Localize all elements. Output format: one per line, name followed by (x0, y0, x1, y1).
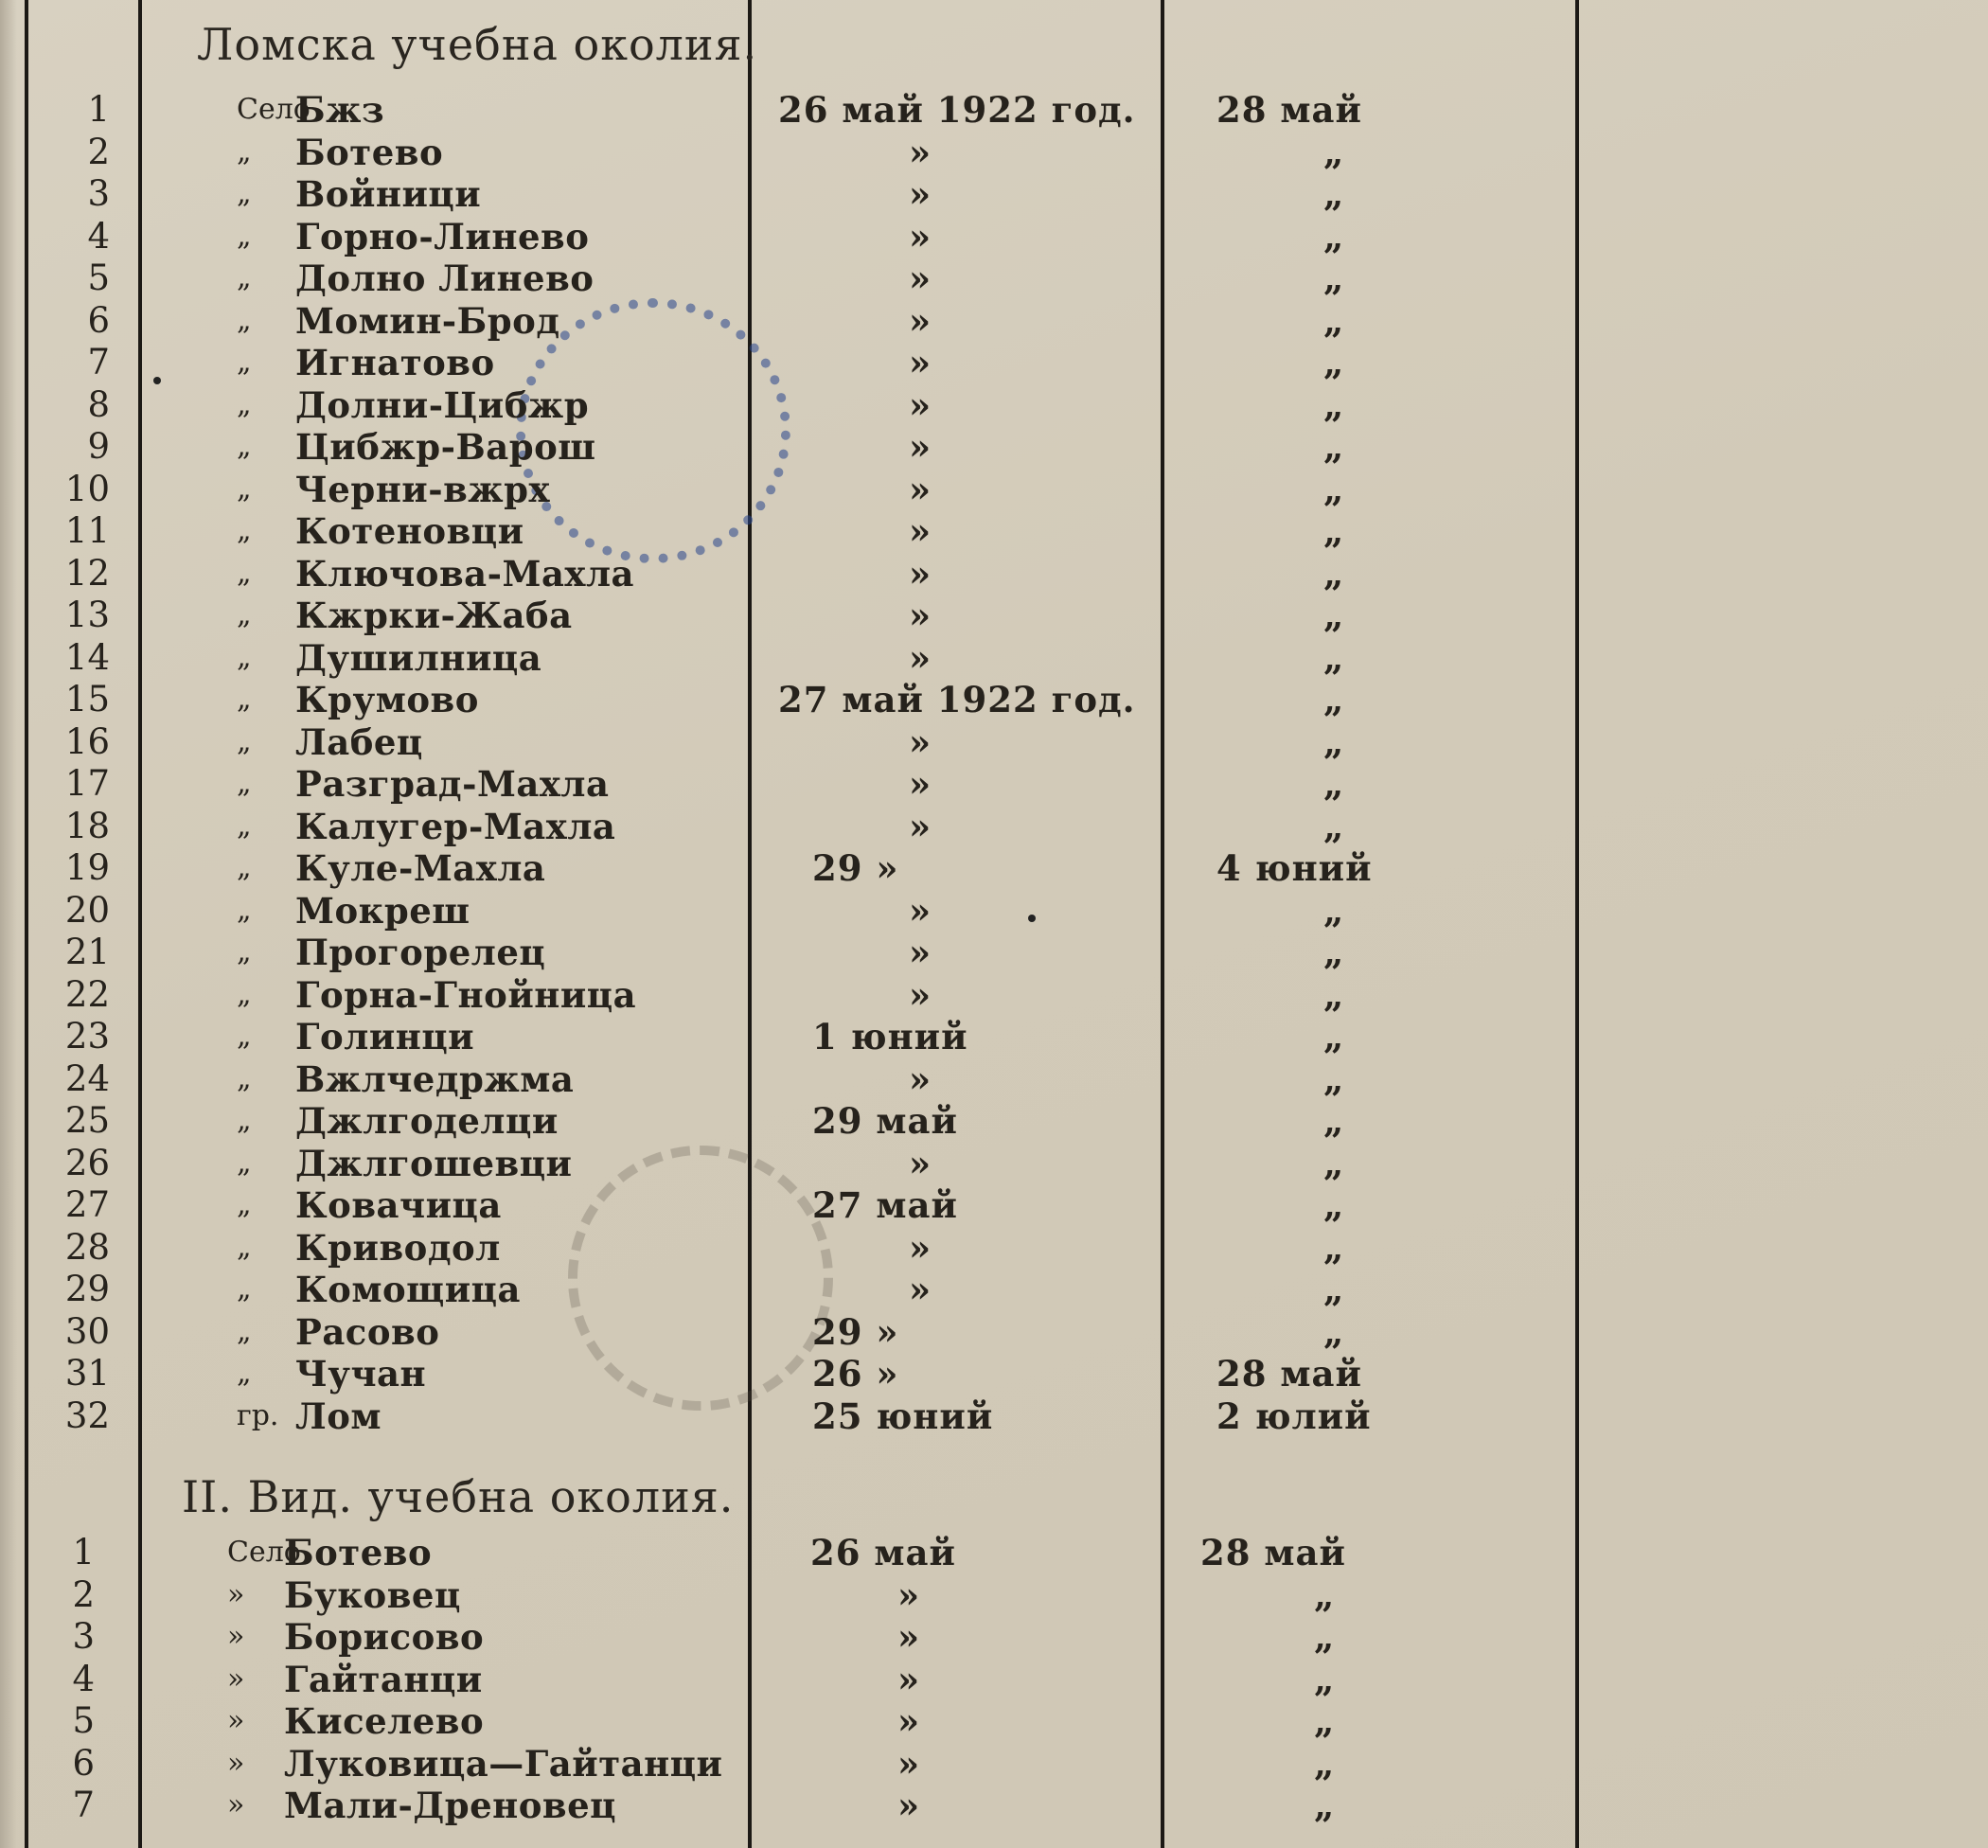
row-number: 18 (64, 805, 110, 846)
village-name: Борисово (284, 1616, 485, 1658)
row-number: 25 (64, 1100, 110, 1141)
end-date: „ (1323, 763, 1345, 805)
village-name: Чучан (295, 1353, 427, 1395)
place-type-mark: „ (237, 683, 252, 716)
row-number: 10 (64, 468, 110, 509)
village-name: Комощица (295, 1269, 521, 1310)
end-date: „ (1314, 1785, 1336, 1826)
row-number: 12 (64, 552, 110, 594)
place-type-mark: „ (237, 177, 252, 210)
start-date: » (909, 215, 932, 258)
end-date: „ (1323, 1100, 1345, 1142)
ink-speck (1028, 915, 1036, 922)
end-date: „ (1314, 1742, 1336, 1785)
section-heading-vid: II. Вид. учебна околия. (182, 1471, 735, 1522)
place-type-mark: „ (237, 808, 252, 843)
start-date: » (909, 552, 932, 595)
place-type-mark: » (227, 1577, 245, 1611)
end-date: „ (1323, 1226, 1345, 1269)
start-date: 26 май 1922 год. (778, 89, 1136, 131)
start-date: » (909, 173, 932, 215)
place-type-mark: „ (237, 261, 252, 294)
place-type-mark: Село (237, 93, 311, 126)
start-date: 26 май (810, 1532, 956, 1573)
place-type-mark: „ (237, 767, 252, 800)
village-name: Войници (295, 173, 482, 215)
end-date: 4 юний (1216, 847, 1373, 889)
row-number: 29 (64, 1269, 110, 1309)
end-date: „ (1323, 1016, 1345, 1057)
row-number: 17 (64, 763, 110, 804)
place-type-mark: „ (237, 134, 252, 169)
start-date: » (897, 1616, 921, 1658)
village-name: Луковица—Гайтанци (284, 1742, 723, 1785)
row-number: 22 (64, 973, 110, 1015)
village-name: Джлгоделци (295, 1100, 559, 1142)
start-date: 27 май (812, 1184, 958, 1226)
end-date: „ (1314, 1573, 1336, 1616)
place-type-mark: „ (237, 1357, 252, 1390)
place-type-mark: „ (237, 1314, 252, 1348)
start-date: » (909, 595, 932, 636)
end-date: „ (1314, 1700, 1336, 1742)
end-date: „ (1323, 258, 1345, 299)
end-date: „ (1323, 510, 1345, 552)
start-date: » (909, 1057, 932, 1100)
row-number: 2 (72, 1573, 95, 1615)
place-type-mark: „ (237, 851, 252, 884)
start-date: » (909, 720, 932, 763)
place-type-mark: гр. (237, 1398, 279, 1432)
start-date: » (909, 805, 932, 847)
place-type-mark: „ (237, 346, 252, 379)
village-name: Крумово (295, 679, 479, 720)
village-name: Куле-Махла (295, 847, 546, 889)
start-date: » (909, 636, 932, 679)
village-name: Ключова-Махла (295, 552, 635, 595)
start-date: » (909, 131, 932, 173)
place-type-mark: „ (237, 598, 252, 631)
row-number: 31 (64, 1353, 110, 1394)
end-date: „ (1323, 1057, 1345, 1100)
place-type-mark: „ (237, 387, 252, 421)
village-name: Гайтанци (284, 1658, 483, 1700)
row-number: 7 (87, 342, 110, 382)
row-number: 5 (72, 1700, 95, 1741)
village-name: Буковец (284, 1573, 461, 1616)
row-number: 7 (72, 1785, 95, 1825)
start-date: » (897, 1785, 921, 1826)
place-type-mark: „ (237, 303, 252, 337)
start-date: » (909, 468, 932, 510)
row-number: 26 (64, 1142, 110, 1183)
village-name: Мокреш (295, 889, 470, 932)
village-name: Ботево (295, 131, 444, 173)
row-number: 13 (64, 595, 110, 635)
column-rule-village (748, 0, 752, 1848)
start-date: » (897, 1700, 921, 1742)
place-type-mark: Село (227, 1536, 301, 1569)
village-name: Прогорелец (295, 932, 546, 973)
end-date: „ (1323, 1184, 1345, 1226)
place-type-mark: „ (237, 1104, 252, 1137)
row-number: 3 (72, 1616, 95, 1657)
start-date: » (909, 932, 932, 973)
village-name: Разград-Махла (295, 763, 610, 805)
start-date: 1 юний (812, 1016, 968, 1057)
column-rule-date-start (1161, 0, 1164, 1848)
village-name: Голинци (295, 1016, 475, 1057)
row-number: 16 (64, 720, 110, 762)
place-type-mark: „ (237, 1020, 252, 1053)
village-name: Ботево (284, 1532, 433, 1573)
row-number: 19 (64, 847, 110, 888)
place-type-mark: „ (237, 893, 252, 927)
place-type-mark: „ (237, 1188, 252, 1221)
end-date: „ (1323, 173, 1345, 215)
start-date: » (909, 1226, 932, 1269)
start-date: » (897, 1742, 921, 1785)
end-date: „ (1323, 552, 1345, 595)
place-type-mark: » (227, 1620, 245, 1653)
start-date: 25 юний (812, 1395, 994, 1437)
row-number: 4 (72, 1658, 95, 1699)
start-date: » (909, 1269, 932, 1310)
paper-edge-shadow (0, 0, 17, 1848)
row-number: 4 (87, 215, 110, 257)
start-date: » (909, 510, 932, 552)
row-number: 14 (64, 636, 110, 678)
village-name: Долно Линево (295, 258, 595, 299)
start-date: » (909, 383, 932, 426)
start-date: » (897, 1658, 921, 1700)
start-date: 29 » (812, 1310, 899, 1353)
end-date: „ (1323, 932, 1345, 973)
ink-speck (153, 377, 161, 384)
village-name: Кжрки-Жаба (295, 595, 573, 636)
end-date: „ (1323, 1142, 1345, 1184)
place-type-mark: „ (237, 471, 252, 506)
place-type-mark: „ (237, 514, 252, 547)
row-number: 15 (64, 679, 110, 720)
end-date: „ (1323, 595, 1345, 636)
row-number: 20 (64, 889, 110, 931)
village-name: Игнатово (295, 342, 495, 383)
end-date: „ (1323, 679, 1345, 720)
start-date: 27 май 1922 год. (778, 679, 1136, 720)
village-name: Долни-Цибжр (295, 383, 590, 426)
row-number: 21 (64, 932, 110, 972)
column-rule-date-end (1575, 0, 1579, 1848)
place-type-mark: „ (237, 935, 252, 968)
start-date: » (909, 342, 932, 383)
village-name: Момин-Брод (295, 299, 560, 342)
end-date: „ (1323, 720, 1345, 763)
start-date: 29 май (812, 1100, 958, 1142)
village-name: Горно-Линево (295, 215, 590, 258)
place-type-mark: „ (237, 640, 252, 674)
place-type-mark: „ (237, 556, 252, 590)
village-name: Джлгошевци (295, 1142, 573, 1184)
place-type-mark: „ (237, 1230, 252, 1264)
end-date: „ (1314, 1658, 1336, 1700)
end-date: „ (1323, 1310, 1345, 1353)
place-type-mark: „ (237, 724, 252, 758)
row-number: 3 (87, 173, 110, 214)
village-name: Калугер-Махла (295, 805, 616, 847)
row-number: 5 (87, 258, 110, 298)
end-date: 28 май (1200, 1532, 1346, 1573)
village-name: Криводол (295, 1226, 501, 1269)
place-type-mark: „ (237, 1146, 252, 1180)
faded-stamp (568, 1146, 833, 1411)
row-number: 11 (64, 510, 110, 551)
end-date: 2 юлий (1216, 1395, 1372, 1437)
place-type-mark: » (227, 1746, 245, 1780)
row-number: 8 (87, 383, 110, 425)
row-number: 2 (87, 131, 110, 172)
end-date: „ (1323, 131, 1345, 173)
section-heading-lom: Ломска учебна околия. (197, 19, 758, 70)
row-number: 24 (64, 1057, 110, 1099)
place-type-mark: „ (237, 219, 252, 253)
place-type-mark: » (227, 1661, 245, 1696)
start-date: 26 » (812, 1353, 899, 1395)
place-type-mark: „ (237, 1061, 252, 1095)
end-date: „ (1323, 805, 1345, 847)
village-name: Черни-вжрх (295, 468, 551, 510)
end-date: 28 май (1216, 89, 1362, 131)
start-date: » (909, 889, 932, 932)
row-number: 6 (72, 1742, 95, 1784)
row-number: 9 (87, 426, 110, 467)
end-date: „ (1323, 426, 1345, 468)
village-name: Киселево (284, 1700, 485, 1742)
start-date: » (909, 973, 932, 1016)
end-date: „ (1323, 889, 1345, 932)
end-date: „ (1323, 299, 1345, 342)
village-name: Котеновци (295, 510, 524, 552)
row-number: 1 (72, 1532, 95, 1573)
row-number: 6 (87, 299, 110, 341)
start-date: » (909, 258, 932, 299)
start-date: » (909, 763, 932, 805)
village-name: Расово (295, 1310, 440, 1353)
start-date: » (909, 426, 932, 468)
end-date: „ (1323, 383, 1345, 426)
column-rule-number (138, 0, 142, 1848)
end-date: „ (1314, 1616, 1336, 1658)
row-number: 23 (64, 1016, 110, 1057)
place-type-mark: „ (237, 977, 252, 1011)
end-date: „ (1323, 1269, 1345, 1310)
start-date: » (909, 299, 932, 342)
end-date: „ (1323, 973, 1345, 1016)
row-number: 30 (64, 1310, 110, 1352)
place-type-mark: „ (237, 1272, 252, 1306)
village-name: Цибжр-Варош (295, 426, 596, 468)
column-rule-left (25, 0, 28, 1848)
end-date: „ (1323, 342, 1345, 383)
start-date: » (897, 1573, 921, 1616)
row-number: 28 (64, 1226, 110, 1268)
village-name: Вжлчедржма (295, 1057, 575, 1100)
start-date: » (909, 1142, 932, 1184)
village-name: Мали-Дреновец (284, 1785, 616, 1826)
village-name: Ковачица (295, 1184, 502, 1226)
row-number: 1 (87, 89, 110, 130)
place-type-mark: „ (237, 430, 252, 463)
end-date: „ (1323, 468, 1345, 510)
end-date: „ (1323, 636, 1345, 679)
village-name: Лом (295, 1395, 382, 1437)
village-name: Горна-Гнойница (295, 973, 637, 1016)
end-date: „ (1323, 215, 1345, 258)
village-name: Лабец (295, 720, 423, 763)
row-number: 27 (64, 1184, 110, 1225)
row-number: 32 (64, 1395, 110, 1436)
end-date: 28 май (1216, 1353, 1362, 1395)
village-name: Душилница (295, 636, 542, 679)
place-type-mark: » (227, 1704, 245, 1737)
start-date: 29 » (812, 847, 899, 889)
place-type-mark: » (227, 1788, 245, 1821)
village-name: Бжз (295, 89, 385, 131)
